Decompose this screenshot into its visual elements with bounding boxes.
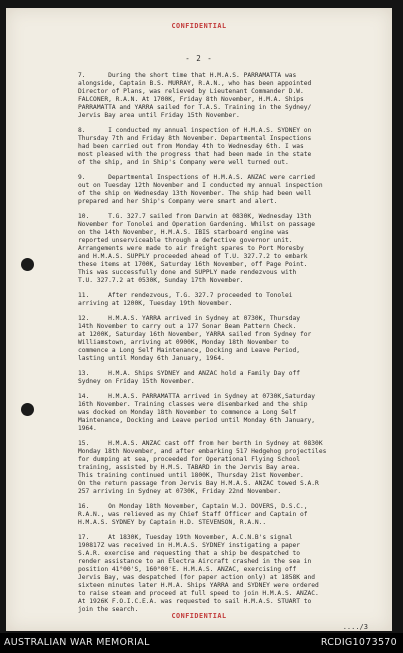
paragraph-line: 257 arriving in Sydney at 0730K, Friday 22nd November. <box>78 488 282 495</box>
paragraph-line: reported unserviceable through a defective governor unit. <box>78 237 293 244</box>
paragraph-line: was docked on Monday 18th November to commence a Long Self <box>78 409 297 416</box>
paragraph-line: November for Tonolei and Operation Gardening. Whilst on passage <box>78 221 316 228</box>
paragraph <box>78 213 378 285</box>
paragraph-line: out on Tuesday 12th November and I conducted my annual inspection <box>78 182 323 189</box>
paragraph-line: and H.M.A.S. SUPPLY proceeded ahead of T.U. 327.7.2 to embark <box>78 253 308 260</box>
paragraph-line: alongside, Captain B.S. MURRAY, R.A.N., who has been appointed <box>78 80 312 87</box>
paragraph-line: 16th November. Training classes were disembarked and the ship <box>78 401 308 408</box>
paragraph-line: R.A.N., was relieved as my Chief Staff Officer and Captain of <box>78 511 308 518</box>
paragraph-line: most pleased with the progress that had been made in the state <box>78 151 312 158</box>
punch-hole-bottom <box>21 403 34 416</box>
paragraph-line: T.U. 327.7.2 at 0530K, Sunday 17th November. <box>78 277 244 284</box>
paragraph-line: commence a Long Self Maintenance, Docking and Leave Period, <box>78 347 301 354</box>
page-number: - 2 - <box>185 54 213 63</box>
paragraph-line: 14th November to carry out a 177 Sonar Beam Pattern Check. <box>78 323 297 330</box>
paragraph-line: This training continued until 1800K, Thursday 21st November. <box>78 472 304 479</box>
paragraph-line: Jervis Bay area until Friday 15th November. <box>78 112 240 119</box>
paragraph-line: FALCONER, R.A.N. At 1700K, Friday 8th November, H.M.A. Ships <box>78 96 304 103</box>
paragraph-line: This was successfully done and SUPPLY made rendezvous with <box>78 269 297 276</box>
paragraph-line: sixteen minutes later H.M.A. Ships YARRA and SYDNEY were ordered <box>78 582 319 589</box>
paragraph-line: 7. During the short time that H.M.A.S. PARRAMATTA was <box>78 72 297 79</box>
paragraph-line: 17. At 1830K, Tuesday 19th November, A.C.N.B's signal <box>78 534 293 541</box>
paragraph-line: H.M.A.S. SYDNEY by Captain H.D. STEVENSON, R.A.N.. <box>78 519 267 526</box>
document-page <box>6 8 392 631</box>
archive-reference: RCDIG1073570 <box>320 637 397 648</box>
paragraph-line: render assistance to an Electra Aircraft crashed in the sea in <box>78 558 312 565</box>
document-body <box>78 72 378 621</box>
paragraph-line: 190817Z was received in H.M.A.S. SYDNEY instigating a paper <box>78 542 301 549</box>
paragraph <box>78 393 378 433</box>
paragraph-line: At 1926K F.O.I.C.E.A. was requested to sail H.M.A.S. STUART to <box>78 598 312 605</box>
paragraph-line: Maintenance, Docking and Leave period until Monday 6th January, <box>78 417 316 424</box>
paragraph-line: Jervis Bay, was despatched (for paper action only) at 1858K and <box>78 574 316 581</box>
archive-source: AUSTRALIAN WAR MEMORIAL <box>4 637 150 648</box>
paragraph-line: at 1200K, Saturday 16th November, YARRA sailed from Sydney for <box>78 331 312 338</box>
paragraph <box>78 292 378 308</box>
paragraph-line: Monday 18th November, and after embarking 517 Hedgehog projectiles <box>78 448 327 455</box>
paragraph-line: 13. H.M.A. Ships SYDNEY and ANZAC hold a Family Day off <box>78 370 301 377</box>
paragraph-line: training, assisted by H.M.S. TABARD in the Jervis Bay area. <box>78 464 301 471</box>
paragraph-line: these items at 1700K, Saturday 16th November, off Page Point. <box>78 261 308 268</box>
paragraph-line: 16. On Monday 18th November, Captain W.J. DOVERS, D.S.C., <box>78 503 308 510</box>
paragraph <box>78 534 378 614</box>
paragraph <box>78 174 378 206</box>
paragraph-line: Arrangements were made to air freight spares to Port Moresby <box>78 245 304 252</box>
paragraph <box>78 370 378 386</box>
paragraph <box>78 503 378 527</box>
paragraph-line: 10. T.G. 327.7 sailed from Darwin at 0830K, Wednesday 13th <box>78 213 312 220</box>
paragraph-line: arriving at 1200K, Tuesday 19th November. <box>78 300 233 307</box>
paragraph <box>78 72 378 120</box>
paragraph-line: prepared and her Ship's Company were smart and alert. <box>78 198 278 205</box>
paragraph <box>78 127 378 167</box>
paragraph-line: join the search. <box>78 606 139 613</box>
paragraph-line: 14. H.M.A.S. PARRAMATTA arrived in Sydney at 0730K,Saturday <box>78 393 316 400</box>
paragraph-line: Director of Plans, was relieved by Lieutenant Commander D.W. <box>78 88 304 95</box>
paragraph-line: 11. After rendezvous, T.G. 327.7 proceeded to Tonolei <box>78 292 293 299</box>
paragraph-line: 12. H.M.A.S. YARRA arrived in Sydney at 0730K, Thursday <box>78 315 301 322</box>
paragraph-line: Sydney on Friday 15th November. <box>78 378 195 385</box>
paragraph-line: 1964. <box>78 425 97 432</box>
classification-header: CONFIDENTIAL <box>171 22 227 30</box>
archive-footer-bar <box>0 633 403 653</box>
paragraph-line: Williamstown, arriving at 0900K, Monday 18th November to <box>78 339 289 346</box>
paragraph-line: position 41°00'S, 160°00'E. H.M.A.S. ANZAC, exercising off <box>78 566 297 573</box>
paragraph <box>78 440 378 496</box>
paragraph-line: to raise steam and proceed at full speed to join H.M.A.S. ANZAC. <box>78 590 319 597</box>
paragraph-line: on the 14th November, H.M.A.S. IBIS starboard engine was <box>78 229 289 236</box>
paragraph-line: PARRAMATTA and YARRA sailed for T.A.S. Training in the Sydney/ <box>78 104 312 111</box>
paragraph-line: had been carried out from Monday 4th to Wednesday 6th. I was <box>78 143 304 150</box>
paragraph-line: 15. H.M.A.S. ANZAC cast off from her berth in Sydney at 0830K <box>78 440 323 447</box>
paragraph-line: 9. Departmental Inspections of H.M.A.S. ANZAC were carried <box>78 174 316 181</box>
paragraph-line: of the ship on Wednesday 13th November. The ship had been well <box>78 190 312 197</box>
paragraph-line: Thursday 7th and Friday 8th November. Departmental Inspections <box>78 135 312 142</box>
paragraph-line: S.A.R. exercise and requesting that a ship be despatched to <box>78 550 301 557</box>
paragraph <box>78 315 378 363</box>
continuation-marker: ..../3 <box>342 623 368 631</box>
paragraph-line: of the ship, and in Ship's Company were well turned out. <box>78 159 289 166</box>
paragraph-line: for dumping at sea, proceeded for Operational Flying School <box>78 456 301 463</box>
classification-footer: CONFIDENTIAL <box>171 612 227 620</box>
paragraph-line: lasting until Monday 6th January, 1964. <box>78 355 225 362</box>
paragraph-line: 8. I conducted my annual inspection of H.M.A.S. SYDNEY on <box>78 127 312 134</box>
punch-hole-top <box>21 258 34 271</box>
paragraph-line: On the return passage from Jervis Bay H.M.A.S. ANZAC towed S.A.R <box>78 480 319 487</box>
